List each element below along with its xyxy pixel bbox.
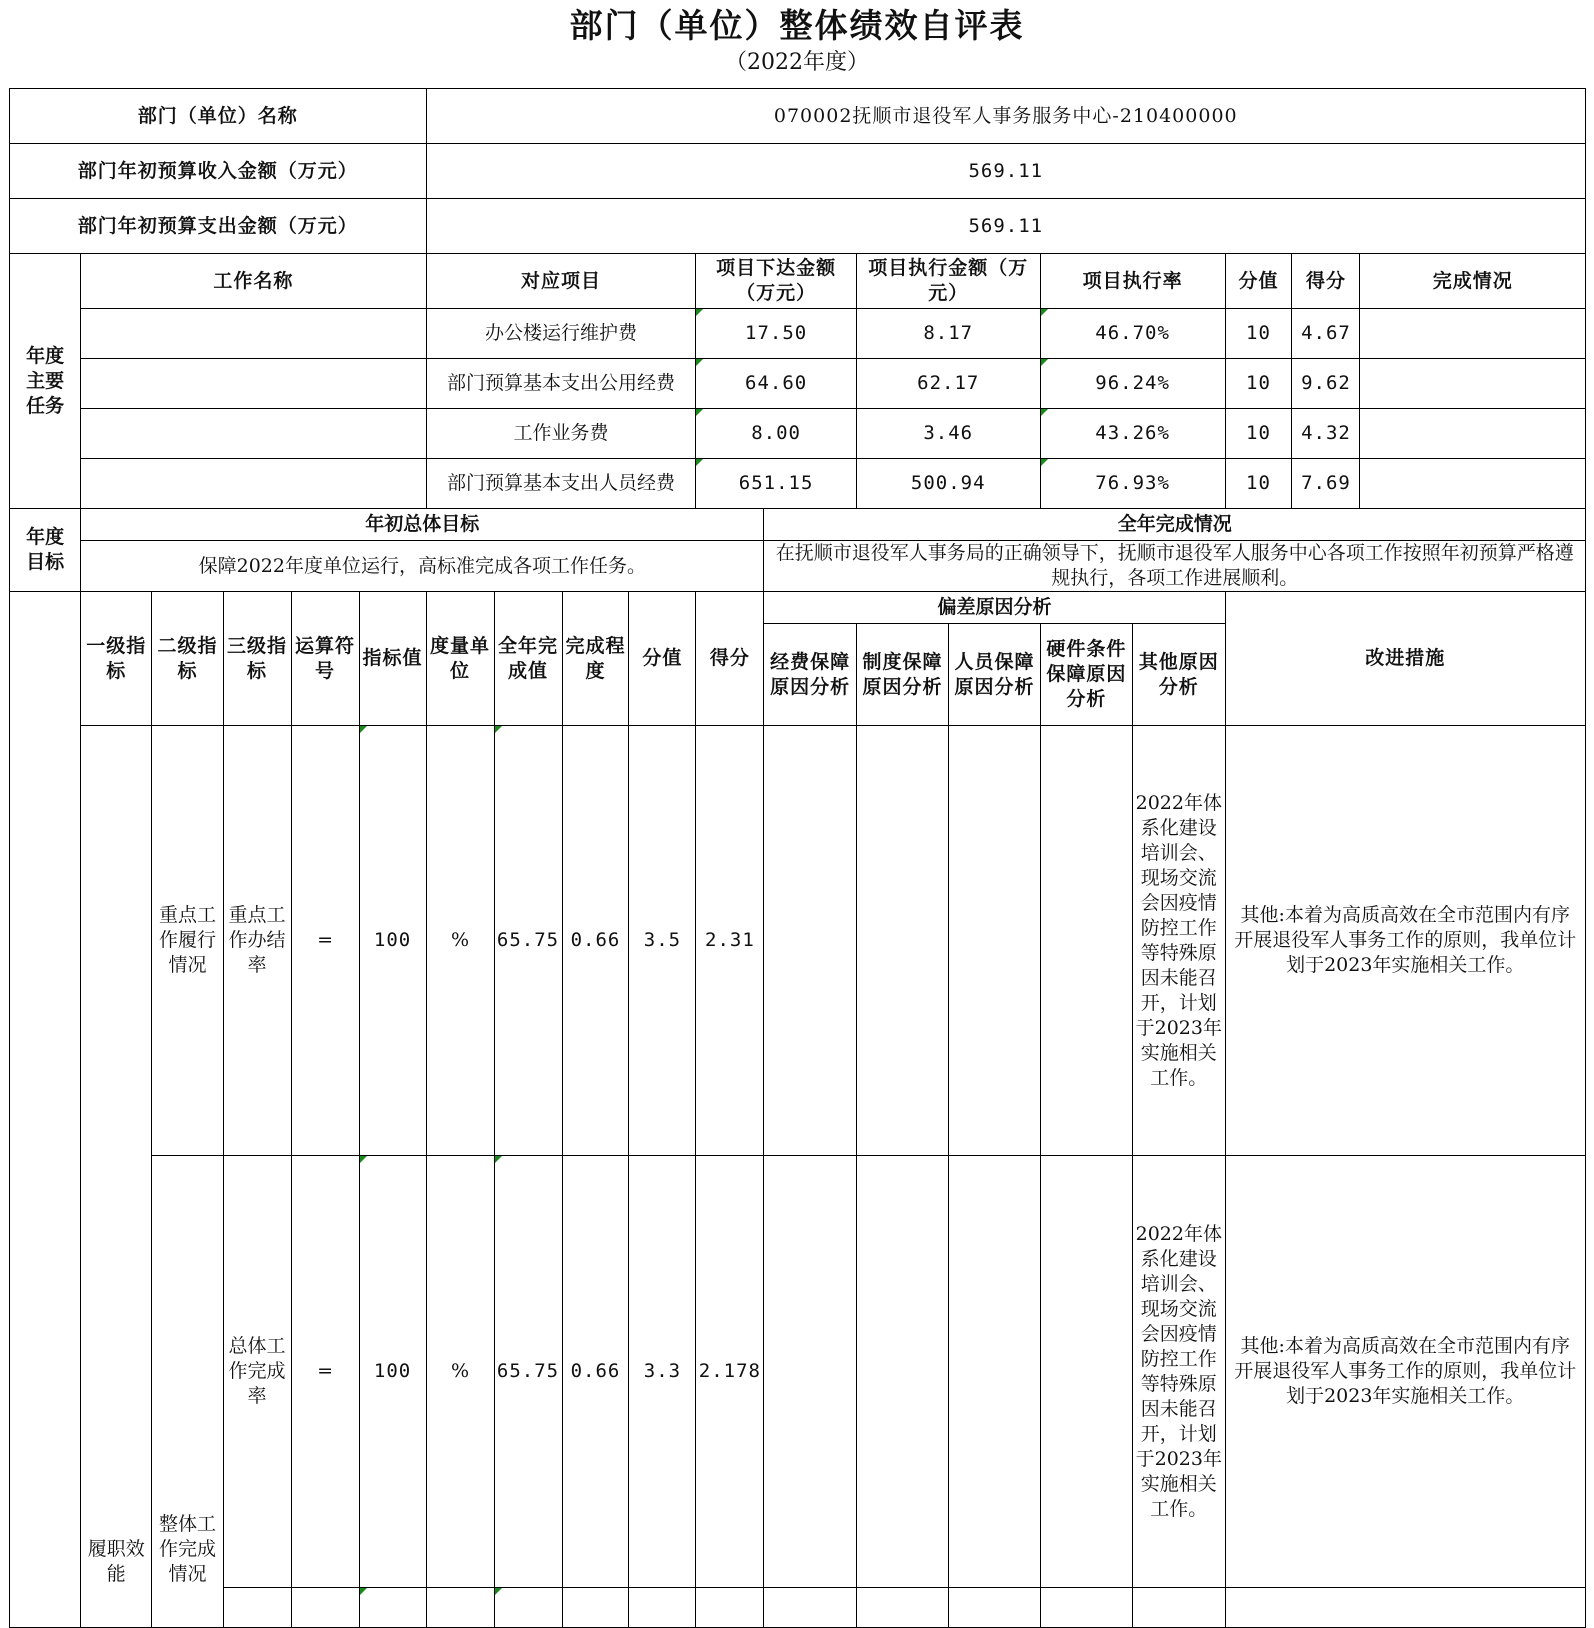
- tasks-header-score: 得分: [1292, 254, 1360, 309]
- ind-target: 100: [359, 726, 426, 1156]
- task-rate: 43.26%: [1040, 409, 1225, 459]
- tasks-header-work: 工作名称: [81, 254, 426, 309]
- task-value: 10: [1225, 359, 1292, 409]
- ind-degree: 0.66: [562, 1156, 629, 1588]
- task-row: [10, 409, 1586, 459]
- page-subtitle: （2022年度）: [725, 50, 869, 75]
- ind-level3: 总体工作完成率: [223, 1156, 291, 1588]
- indicator-row-partial: [10, 1588, 1586, 1628]
- performance-table: [9, 88, 1586, 1628]
- tasks-header-executed: 项目执行金额（万元）: [856, 254, 1040, 309]
- tasks-section-label: 年度主要任务: [10, 254, 81, 509]
- task-score: 9.62: [1292, 359, 1360, 409]
- ind-actual: 65.75: [494, 726, 562, 1156]
- tasks-header-completion: 完成情况: [1360, 254, 1586, 309]
- ind-header-dev-funding: 经费保障原因分析: [764, 624, 856, 726]
- ind-operator: =: [291, 726, 359, 1156]
- ind-level2: 重点工作履行情况: [152, 726, 223, 1156]
- ind-cell-empty: [223, 1588, 291, 1628]
- ind-unit: %: [426, 1156, 494, 1588]
- task-score: 4.32: [1292, 409, 1360, 459]
- task-project: 部门预算基本支出公用经费: [426, 359, 696, 409]
- dept-name-value: 070002抚顺市退役军人事务服务中心-210400000: [426, 89, 1585, 144]
- ind-header-improve: 改进措施: [1225, 592, 1585, 726]
- ind-header-deviation: 偏差原因分析: [764, 592, 1225, 624]
- ind-improve: 其他:本着为高质高效在全市范围内有序开展退役军人事务工作的原则，我单位计划于2023年实施相关工作。: [1225, 726, 1585, 1156]
- ind-header-level1: 一级指标: [81, 592, 152, 726]
- ind-cell-empty: [426, 1588, 494, 1628]
- ind-dev-funding: [764, 1156, 856, 1588]
- ind-dev-hardware: [1040, 726, 1132, 1156]
- ind-dev-hardware: [1040, 1156, 1132, 1588]
- ind-level2: 整体工作完成情况: [152, 1156, 223, 1628]
- ind-dev-other: 2022年体系化建设培训会、现场交流会因疫情防控工作等特殊原因未能召开，计划于2023年实施相关工作。: [1133, 726, 1225, 1156]
- indicator-row: [10, 726, 1586, 1156]
- ind-improve: 其他:本着为高质高效在全市范围内有序开展退役军人事务工作的原则，我单位计划于2023年实施相关工作。: [1225, 1156, 1585, 1588]
- dept-income-value: 569.11: [426, 144, 1585, 199]
- ind-cell-empty: [629, 1588, 696, 1628]
- task-executed: 500.94: [856, 459, 1040, 509]
- ind-dev-staff: [949, 726, 1040, 1156]
- dept-expense-label: 部门年初预算支出金额（万元）: [10, 199, 427, 254]
- ind-value: 3.5: [629, 726, 696, 1156]
- ind-score: 2.178: [696, 1156, 764, 1588]
- task-completion: [1360, 359, 1586, 409]
- task-executed: 8.17: [856, 309, 1040, 359]
- tasks-header-project: 对应项目: [426, 254, 696, 309]
- task-work-name: [81, 459, 426, 509]
- goals-annual-text: 在抚顺市退役军人事务局的正确领导下，抚顺市退役军人服务中心各项工作按照年初预算严格遵规执行，各项工作进展顺利。: [764, 541, 1586, 592]
- ind-value: 3.3: [629, 1156, 696, 1588]
- page-title: 部门（单位）整体绩效自评表: [569, 6, 1025, 45]
- ind-header-operator: 运算符号: [291, 592, 359, 726]
- task-issued: 651.15: [696, 459, 856, 509]
- dept-income-row: [10, 144, 1586, 199]
- ind-dev-system: [856, 726, 948, 1156]
- task-row: [10, 309, 1586, 359]
- ind-degree: 0.66: [562, 726, 629, 1156]
- ind-dev-system: [856, 1156, 948, 1588]
- goals-section-label: 年度目标: [10, 509, 81, 592]
- indicator-row: [10, 1156, 1586, 1588]
- tasks-header-value: 分值: [1225, 254, 1292, 309]
- ind-dev-other: 2022年体系化建设培训会、现场交流会因疫情防控工作等特殊原因未能召开，计划于2023年实施相关工作。: [1133, 1156, 1225, 1588]
- ind-header-unit: 度量单位: [426, 592, 494, 726]
- ind-cell-empty: [856, 1588, 948, 1628]
- ind-cell-empty: [359, 1588, 426, 1628]
- task-project: 办公楼运行维护费: [426, 309, 696, 359]
- ind-header-dev-system: 制度保障原因分析: [856, 624, 948, 726]
- ind-score: 2.31: [696, 726, 764, 1156]
- task-executed: 3.46: [856, 409, 1040, 459]
- task-value: 10: [1225, 459, 1292, 509]
- ind-header-value: 分值: [629, 592, 696, 726]
- ind-header-degree: 完成程度: [562, 592, 629, 726]
- ind-header-level2: 二级指标: [152, 592, 223, 726]
- ind-cell-empty: [696, 1588, 764, 1628]
- ind-target: 100: [359, 1156, 426, 1588]
- ind-header-dev-staff: 人员保障原因分析: [949, 624, 1040, 726]
- ind-cell-empty: [494, 1588, 562, 1628]
- task-work-name: [81, 359, 426, 409]
- ind-cell-empty: [949, 1588, 1040, 1628]
- ind-dev-staff: [949, 1156, 1040, 1588]
- goals-initial-header: 年初总体目标: [81, 509, 764, 541]
- goals-initial-text: 保障2022年度单位运行，高标准完成各项工作任务。: [81, 541, 764, 592]
- ind-cell-empty: [764, 1588, 856, 1628]
- ind-header-level3: 三级指标: [223, 592, 291, 726]
- ind-level3: 重点工作办结率: [223, 726, 291, 1156]
- dept-expense-value: 569.11: [426, 199, 1585, 254]
- goals-header-row: [10, 509, 1586, 541]
- task-row: [10, 459, 1586, 509]
- ind-operator: =: [291, 1156, 359, 1588]
- ind-header-score: 得分: [696, 592, 764, 726]
- ind-header-actual: 全年完成值: [494, 592, 562, 726]
- ind-cell-empty: [1133, 1588, 1225, 1628]
- dept-expense-row: [10, 199, 1586, 254]
- task-work-name: [81, 409, 426, 459]
- ind-cell-empty: [562, 1588, 629, 1628]
- ind-cell-empty: [1225, 1588, 1585, 1628]
- dept-income-label: 部门年初预算收入金额（万元）: [10, 144, 427, 199]
- task-issued: 64.60: [696, 359, 856, 409]
- ind-cell-empty: [1040, 1588, 1132, 1628]
- indicator-section-blank: [10, 592, 81, 1628]
- ind-actual: 65.75: [494, 1156, 562, 1588]
- task-issued: 17.50: [696, 309, 856, 359]
- ind-cell-empty: [291, 1588, 359, 1628]
- tasks-header-row: [10, 254, 1586, 309]
- dept-name-label: 部门（单位）名称: [10, 89, 427, 144]
- task-row: [10, 359, 1586, 409]
- task-completion: [1360, 409, 1586, 459]
- task-score: 4.67: [1292, 309, 1360, 359]
- task-completion: [1360, 459, 1586, 509]
- indicator-header-row: [10, 592, 1586, 624]
- ind-level1: 履职效能: [81, 726, 152, 1628]
- ind-unit: %: [426, 726, 494, 1156]
- tasks-header-rate: 项目执行率: [1040, 254, 1225, 309]
- task-work-name: [81, 309, 426, 359]
- goals-content-row: [10, 541, 1586, 592]
- task-project: 工作业务费: [426, 409, 696, 459]
- task-executed: 62.17: [856, 359, 1040, 409]
- ind-header-target: 指标值: [359, 592, 426, 726]
- task-rate: 96.24%: [1040, 359, 1225, 409]
- tasks-header-issued: 项目下达金额（万元）: [696, 254, 856, 309]
- task-value: 10: [1225, 309, 1292, 359]
- ind-header-dev-other: 其他原因分析: [1133, 624, 1225, 726]
- task-value: 10: [1225, 409, 1292, 459]
- task-issued: 8.00: [696, 409, 856, 459]
- task-rate: 46.70%: [1040, 309, 1225, 359]
- task-score: 7.69: [1292, 459, 1360, 509]
- ind-dev-funding: [764, 726, 856, 1156]
- ind-header-dev-hardware: 硬件条件保障原因分析: [1040, 624, 1132, 726]
- goals-annual-header: 全年完成情况: [764, 509, 1586, 541]
- task-completion: [1360, 309, 1586, 359]
- task-project: 部门预算基本支出人员经费: [426, 459, 696, 509]
- dept-name-row: [10, 89, 1586, 144]
- task-rate: 76.93%: [1040, 459, 1225, 509]
